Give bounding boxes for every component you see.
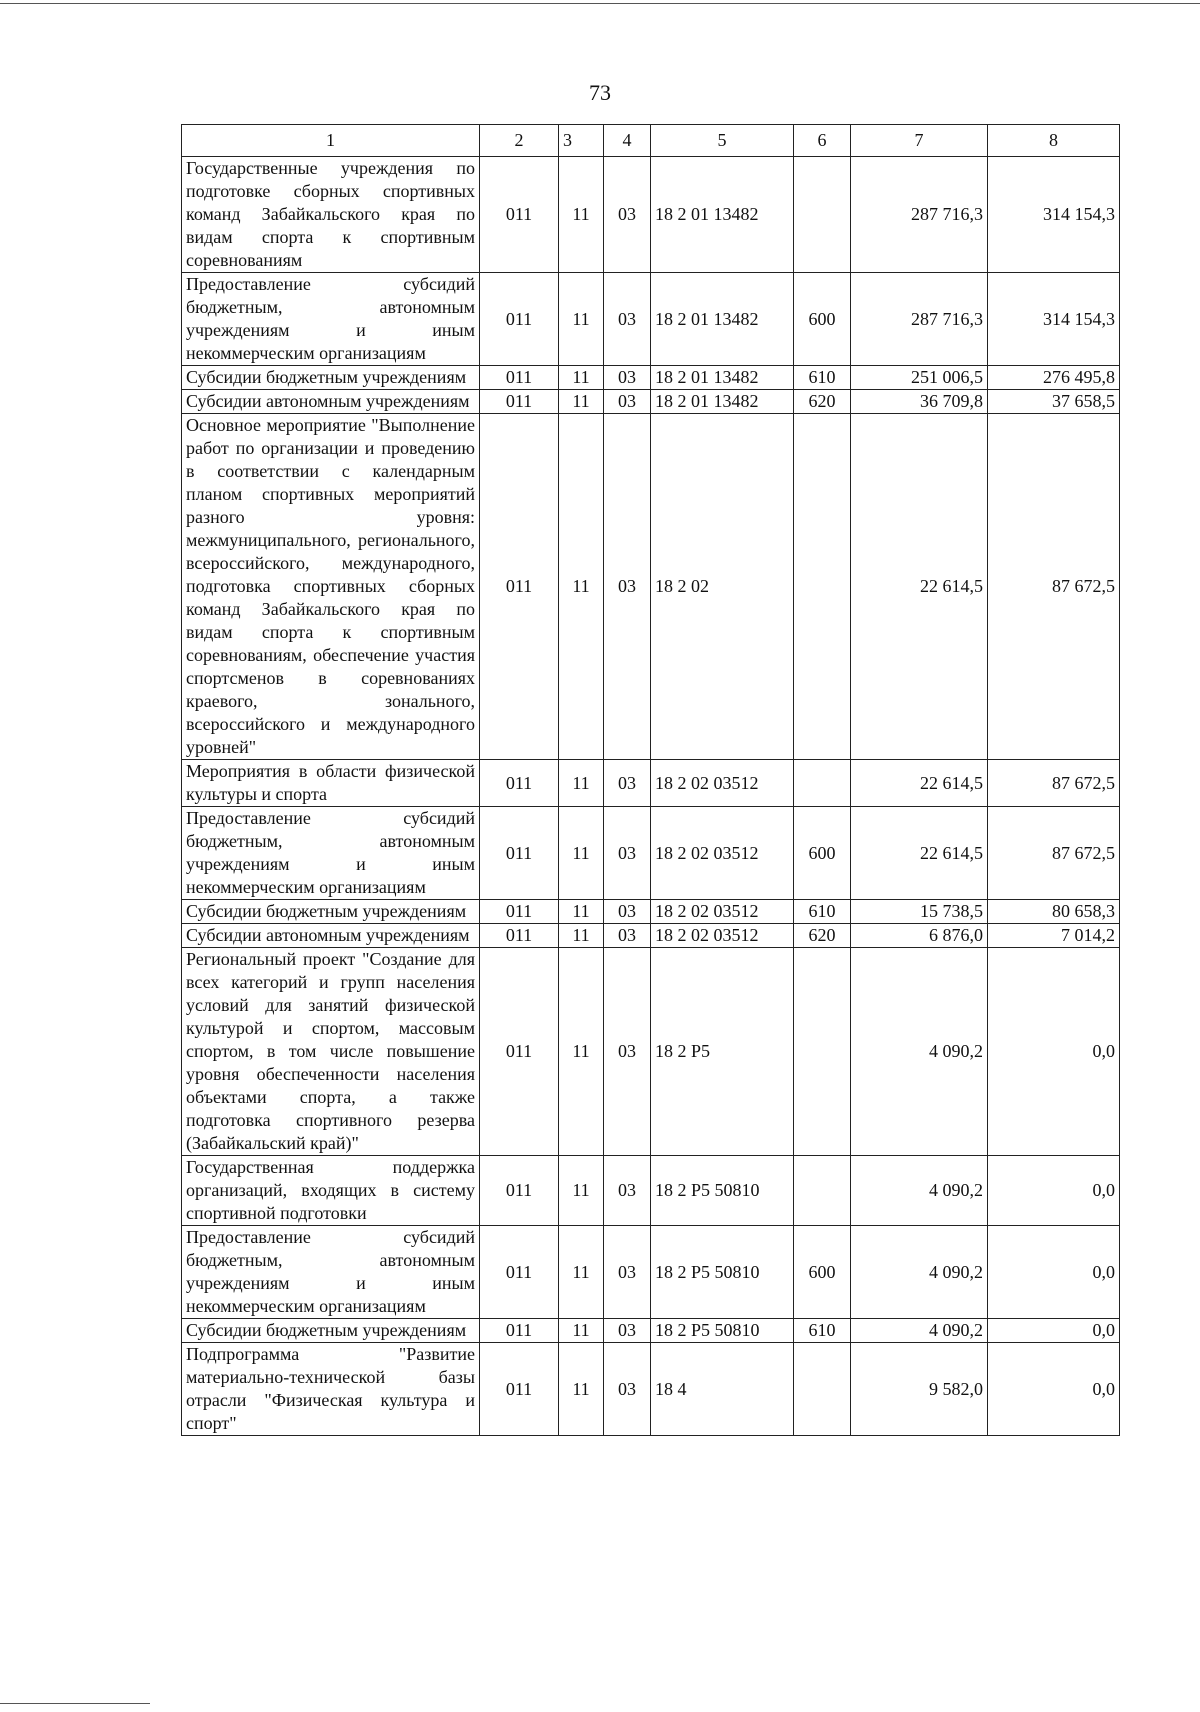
- row-section-cell: 11: [559, 414, 604, 760]
- row-subsection-cell: 03: [604, 390, 651, 414]
- row-section-cell: 11: [559, 273, 604, 366]
- row-amount-year2-cell: 276 495,8: [988, 366, 1120, 390]
- row-amount-year1-cell: 287 716,3: [851, 273, 988, 366]
- row-section-cell: 11: [559, 1343, 604, 1436]
- row-amount-year1-cell: 4 090,2: [851, 1319, 988, 1343]
- row-code-cell: 011: [480, 390, 559, 414]
- row-amount-year1-cell: 6 876,0: [851, 924, 988, 948]
- row-expense-type-cell: 610: [794, 366, 851, 390]
- row-amount-year1-cell: 22 614,5: [851, 760, 988, 807]
- row-subsection-cell: 03: [604, 366, 651, 390]
- header-col-2: 2: [480, 125, 559, 157]
- row-name-cell: Государственные учреждения по подготовке сборных спортивных команд Забайкальского края по видам спорта к спортивным соревнованиям: [182, 157, 480, 273]
- row-code-cell: 011: [480, 760, 559, 807]
- row-name-cell: Региональный проект "Создание для всех категорий и групп населения условий для занятий физической культурой и спортом, массовым спортом, в том числе повышение уровня обеспеченности населения объектами спорта, а также подготовка спортивного резерва (Забайкальский край)": [182, 948, 480, 1156]
- table-row: [182, 1343, 1120, 1436]
- row-amount-year1-cell: 4 090,2: [851, 948, 988, 1156]
- row-section-cell: 11: [559, 948, 604, 1156]
- row-subsection-cell: 03: [604, 900, 651, 924]
- row-code-cell: 011: [480, 366, 559, 390]
- header-col-6: 6: [794, 125, 851, 157]
- row-amount-year2-cell: 87 672,5: [988, 760, 1120, 807]
- row-target-article-cell: 18 2 02 03512: [651, 924, 794, 948]
- row-code-cell: 011: [480, 900, 559, 924]
- table-row: [182, 366, 1120, 390]
- row-subsection-cell: 03: [604, 1156, 651, 1226]
- row-expense-type-cell: 610: [794, 1319, 851, 1343]
- row-code-cell: 011: [480, 273, 559, 366]
- row-subsection-cell: 03: [604, 1226, 651, 1319]
- page-number: 73: [589, 80, 611, 105]
- row-subsection-cell: 03: [604, 414, 651, 760]
- row-amount-year2-cell: 80 658,3: [988, 900, 1120, 924]
- row-target-article-cell: 18 2 01 13482: [651, 390, 794, 414]
- row-name-cell: Предоставление субсидий бюджетным, автономным учреждениям и иным некоммерческим организациям: [182, 273, 480, 366]
- row-code-cell: 011: [480, 1319, 559, 1343]
- row-section-cell: 11: [559, 807, 604, 900]
- row-amount-year1-cell: 22 614,5: [851, 807, 988, 900]
- header-col-1: 1: [182, 125, 480, 157]
- header-col-4: 4: [604, 125, 651, 157]
- row-amount-year1-cell: 22 614,5: [851, 414, 988, 760]
- scan-artifact-bottom: [0, 1703, 150, 1704]
- row-name-cell: Основное мероприятие "Выполнение работ по организации и проведению в соответствии с календарным планом спортивных мероприятий разного уровня: межмуниципального, регионального, всероссийского, международного, подготовка спортивных сборных команд Забайкальского края по видам спорта к спортивным соревнованиям, обеспечение участия спортсменов в соревнованиях краевого, зонального, всероссийского и международного уровней": [182, 414, 480, 760]
- row-target-article-cell: 18 2 01 13482: [651, 366, 794, 390]
- row-amount-year2-cell: 87 672,5: [988, 807, 1120, 900]
- row-section-cell: 11: [559, 760, 604, 807]
- budget-table: [181, 124, 1120, 1436]
- row-amount-year2-cell: 0,0: [988, 1319, 1120, 1343]
- row-section-cell: 11: [559, 390, 604, 414]
- table-row: [182, 1319, 1120, 1343]
- row-amount-year1-cell: 36 709,8: [851, 390, 988, 414]
- row-amount-year2-cell: 314 154,3: [988, 157, 1120, 273]
- row-amount-year2-cell: 87 672,5: [988, 414, 1120, 760]
- row-expense-type-cell: [794, 414, 851, 760]
- row-name-cell: Предоставление субсидий бюджетным, автономным учреждениям и иным некоммерческим организациям: [182, 1226, 480, 1319]
- table-row: [182, 414, 1120, 760]
- table-row: [182, 760, 1120, 807]
- row-name-cell: Подпрограмма "Развитие материально-технической базы отрасли "Физическая культура и спорт": [182, 1343, 480, 1436]
- row-expense-type-cell: [794, 948, 851, 1156]
- row-section-cell: 11: [559, 1226, 604, 1319]
- row-subsection-cell: 03: [604, 760, 651, 807]
- row-expense-type-cell: 600: [794, 807, 851, 900]
- row-amount-year2-cell: 0,0: [988, 1343, 1120, 1436]
- row-target-article-cell: 18 2 P5 50810: [651, 1156, 794, 1226]
- row-amount-year1-cell: 287 716,3: [851, 157, 988, 273]
- row-target-article-cell: 18 2 P5 50810: [651, 1226, 794, 1319]
- row-section-cell: 11: [559, 1156, 604, 1226]
- row-expense-type-cell: 600: [794, 273, 851, 366]
- row-subsection-cell: 03: [604, 948, 651, 1156]
- row-amount-year2-cell: 314 154,3: [988, 273, 1120, 366]
- row-target-article-cell: 18 2 02 03512: [651, 807, 794, 900]
- row-expense-type-cell: 600: [794, 1226, 851, 1319]
- row-subsection-cell: 03: [604, 157, 651, 273]
- row-name-cell: Субсидии автономным учреждениям: [182, 390, 480, 414]
- row-code-cell: 011: [480, 807, 559, 900]
- row-code-cell: 011: [480, 1343, 559, 1436]
- row-name-cell: Предоставление субсидий бюджетным, автономным учреждениям и иным некоммерческим организациям: [182, 807, 480, 900]
- header-row: [182, 125, 1120, 157]
- table-row: [182, 273, 1120, 366]
- row-subsection-cell: 03: [604, 1319, 651, 1343]
- table-row: [182, 807, 1120, 900]
- row-amount-year1-cell: 251 006,5: [851, 366, 988, 390]
- row-code-cell: 011: [480, 1156, 559, 1226]
- row-section-cell: 11: [559, 157, 604, 273]
- row-code-cell: 011: [480, 948, 559, 1156]
- row-expense-type-cell: [794, 1156, 851, 1226]
- row-name-cell: Мероприятия в области физической культуры и спорта: [182, 760, 480, 807]
- row-expense-type-cell: [794, 1343, 851, 1436]
- row-code-cell: 011: [480, 1226, 559, 1319]
- row-target-article-cell: 18 2 01 13482: [651, 157, 794, 273]
- row-subsection-cell: 03: [604, 807, 651, 900]
- scan-artifact-top: [0, 3, 1200, 4]
- row-section-cell: 11: [559, 366, 604, 390]
- row-target-article-cell: 18 2 02 03512: [651, 760, 794, 807]
- row-expense-type-cell: 610: [794, 900, 851, 924]
- table-row: [182, 948, 1120, 1156]
- row-target-article-cell: 18 2 02: [651, 414, 794, 760]
- table-row: [182, 1156, 1120, 1226]
- row-amount-year2-cell: 7 014,2: [988, 924, 1120, 948]
- row-amount-year2-cell: 37 658,5: [988, 390, 1120, 414]
- row-subsection-cell: 03: [604, 1343, 651, 1436]
- row-subsection-cell: 03: [604, 273, 651, 366]
- row-expense-type-cell: 620: [794, 924, 851, 948]
- row-section-cell: 11: [559, 924, 604, 948]
- row-target-article-cell: 18 2 01 13482: [651, 273, 794, 366]
- row-section-cell: 11: [559, 1319, 604, 1343]
- row-amount-year2-cell: 0,0: [988, 1226, 1120, 1319]
- table-row: [182, 1226, 1120, 1319]
- row-code-cell: 011: [480, 157, 559, 273]
- table-row: [182, 924, 1120, 948]
- row-amount-year1-cell: 15 738,5: [851, 900, 988, 924]
- table-row: [182, 390, 1120, 414]
- row-amount-year2-cell: 0,0: [988, 948, 1120, 1156]
- table-row: [182, 157, 1120, 273]
- table-body: [182, 157, 1120, 1436]
- row-code-cell: 011: [480, 924, 559, 948]
- row-expense-type-cell: [794, 157, 851, 273]
- row-target-article-cell: 18 4: [651, 1343, 794, 1436]
- row-target-article-cell: 18 2 P5: [651, 948, 794, 1156]
- row-section-cell: 11: [559, 900, 604, 924]
- row-expense-type-cell: 620: [794, 390, 851, 414]
- row-amount-year2-cell: 0,0: [988, 1156, 1120, 1226]
- row-subsection-cell: 03: [604, 924, 651, 948]
- row-name-cell: Субсидии автономным учреждениям: [182, 924, 480, 948]
- row-amount-year1-cell: 4 090,2: [851, 1226, 988, 1319]
- row-name-cell: Субсидии бюджетным учреждениям: [182, 366, 480, 390]
- row-name-cell: Государственная поддержка организаций, входящих в систему спортивной подготовки: [182, 1156, 480, 1226]
- row-name-cell: Субсидии бюджетным учреждениям: [182, 900, 480, 924]
- row-code-cell: 011: [480, 414, 559, 760]
- header-col-5: 5: [651, 125, 794, 157]
- row-target-article-cell: 18 2 02 03512: [651, 900, 794, 924]
- row-expense-type-cell: [794, 760, 851, 807]
- header-col-7: 7: [851, 125, 988, 157]
- row-name-cell: Субсидии бюджетным учреждениям: [182, 1319, 480, 1343]
- table-row: [182, 900, 1120, 924]
- row-amount-year1-cell: 9 582,0: [851, 1343, 988, 1436]
- header-col-3: 3: [559, 125, 604, 157]
- header-col-8: 8: [988, 125, 1120, 157]
- row-amount-year1-cell: 4 090,2: [851, 1156, 988, 1226]
- row-target-article-cell: 18 2 P5 50810: [651, 1319, 794, 1343]
